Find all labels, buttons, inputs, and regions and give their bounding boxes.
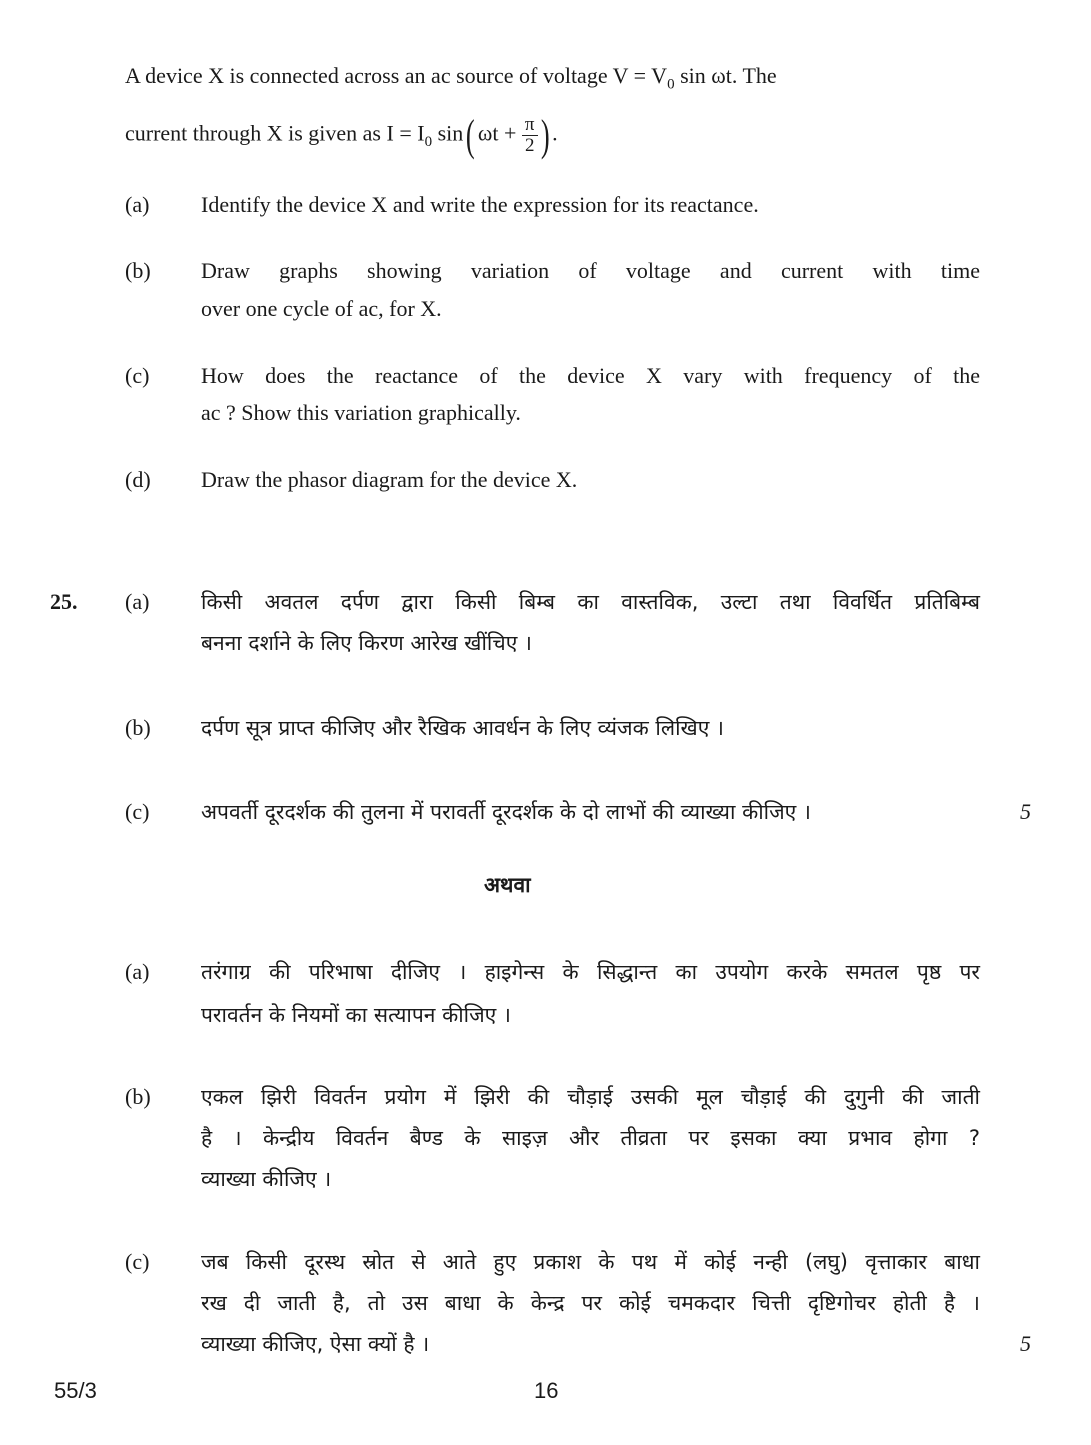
- part-text-line: How does the reactance of the device X vary with frequency of the: [201, 363, 980, 388]
- subscript: 0: [424, 133, 433, 150]
- or-heading: अथवा: [484, 873, 531, 897]
- part-text-line: एकल झिरी विवर्तन प्रयोग में झिरी की चौड़ाई उसकी मूल चौड़ाई की दुगुनी की जाती: [201, 1085, 980, 1109]
- argument-text: ωt +: [477, 120, 522, 146]
- left-paren: (: [466, 110, 475, 160]
- intro-line-1: [125, 61, 980, 99]
- part-text-line: रख दी जाती है, तो उस बाधा के केन्द्र पर कोई चमकदार चित्ती दृष्टिगोचर होती है ।: [201, 1291, 980, 1315]
- part-label: (a): [125, 192, 150, 217]
- right-paren: ): [540, 110, 550, 160]
- part-text-line: Identify the device X and write the expression for its reactance.: [201, 192, 759, 217]
- part-label: (c): [125, 1249, 150, 1274]
- part-text-line: ac ? Show this variation graphically.: [201, 400, 521, 425]
- part-label: (c): [125, 363, 150, 388]
- part-text-line: दर्पण सूत्र प्राप्त कीजिए और रैखिक आवर्धन के लिए व्यंजक लिखिए ।: [201, 716, 724, 740]
- part-text-line: over one cycle of ac, for X.: [201, 296, 442, 321]
- part-text-line: परावर्तन के नियमों का सत्यापन कीजिए ।: [201, 1003, 511, 1027]
- part-text-line: किसी अवतल दर्पण द्वारा किसी बिम्ब का वास्तविक, उल्टा तथा विवर्धित प्रतिबिम्ब: [201, 590, 980, 614]
- intro-text: current through X is given as I = I: [125, 120, 425, 146]
- period: .: [552, 120, 558, 146]
- part-text-line: Draw graphs showing variation of voltage and current with time: [201, 258, 980, 283]
- part-label: (a): [125, 589, 150, 614]
- part-label: (a): [125, 959, 150, 984]
- part-label: (b): [125, 1084, 151, 1109]
- part-text-line: बनना दर्शाने के लिए किरण आरेख खींचिए ।: [201, 631, 532, 655]
- marks: 5: [1020, 799, 1031, 824]
- subscript: 0: [667, 76, 675, 93]
- part-label: (c): [125, 799, 150, 824]
- page-number: 16: [534, 1378, 559, 1403]
- sin-text: sin: [432, 120, 464, 146]
- paper-code: 55/3: [54, 1378, 97, 1403]
- part-text-line: व्याख्या कीजिए, ऐसा क्यों है ।: [201, 1332, 430, 1356]
- intro-text-end: sin ωt. The: [674, 63, 777, 88]
- fraction: [522, 115, 538, 156]
- part-label: (b): [125, 258, 151, 283]
- part-text-line: अपवर्ती दूरदर्शक की तुलना में परावर्ती दूरदर्शक के दो लाभों की व्याख्या कीजिए ।: [201, 800, 811, 824]
- intro-text: A device X is connected across an ac source of voltage V = V: [125, 63, 668, 88]
- intro-line-2: [125, 110, 980, 160]
- part-text-line: व्याख्या कीजिए ।: [201, 1167, 332, 1191]
- part-label: (d): [125, 467, 151, 492]
- fraction-numerator: π: [522, 115, 538, 136]
- fraction-denominator: 2: [524, 135, 535, 156]
- part-label: (b): [125, 715, 151, 740]
- part-text-line: है । केन्द्रीय विवर्तन बैण्ड के साइज़ और तीव्रता पर इसका क्या प्रभाव होगा ?: [201, 1126, 980, 1150]
- part-text-line: जब किसी दूरस्थ स्रोत से आते हुए प्रकाश के पथ में कोई नन्ही (लघु) वृत्ताकार बाधा: [201, 1250, 980, 1274]
- part-text-line: तरंगाग्र की परिभाषा दीजिए । हाइगेन्स के सिद्धान्त का उपयोग करके समतल पृष्ठ पर: [201, 960, 980, 984]
- part-text-line: Draw the phasor diagram for the device X.: [201, 467, 578, 492]
- marks: 5: [1020, 1331, 1031, 1356]
- question-number: 25.: [50, 589, 78, 614]
